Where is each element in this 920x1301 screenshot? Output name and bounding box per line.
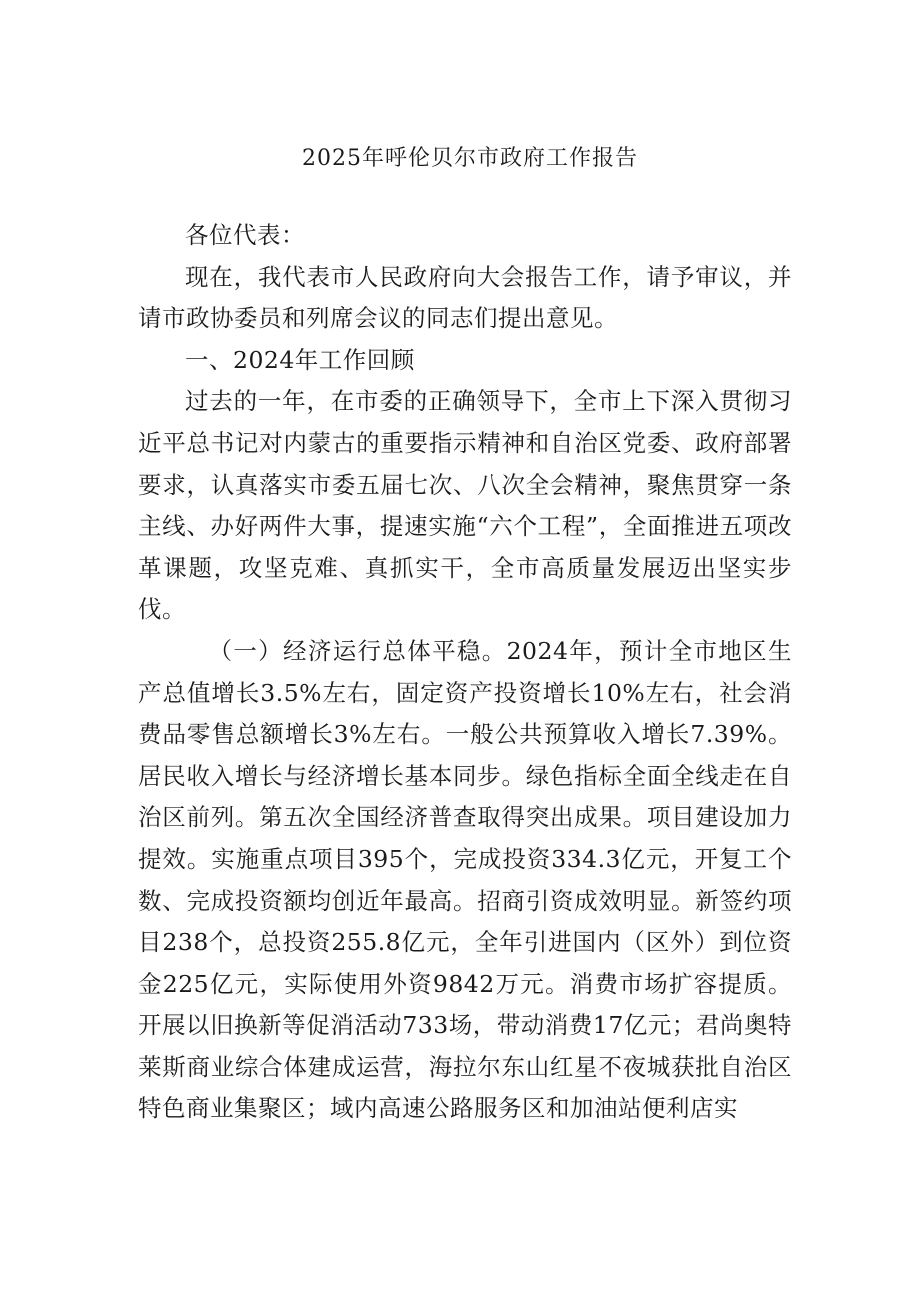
opening-paragraph: 现在，我代表市人民政府向大会报告工作，请予审议，并请市政协委员和列席会议的同志们提出意见。 bbox=[138, 262, 792, 333]
salutation: 各位代表： bbox=[185, 221, 305, 249]
review-paragraph: 过去的一年，在市委的正确领导下，全市上下深入贯彻习近平总书记对内蒙古的重要指示精神和自治区党委、政府部署要求，认真落实市委五届七次、八次全会精神，聚焦贯穿一条主线、办好两件大事，提速实施“六个工程”，全面推进五项改革课题，攻坚克难、真抓实干，全市高质量发展迈出坚实步伐。 bbox=[138, 387, 792, 624]
economy-paragraph: （一）经济运行总体平稳。2024年，预计全市地区生产总值增长3.5%左右，固定资产投资增长10%左右，社会消费品零售总额增长3%左右。一般公共预算收入增长7.39%。居民收入增长与经济增长基本同步。绿色指标全面全线走在自治区前列。第五次全国经济普查取得突出成果。项目建设加力提效。实施重点项目395个，完成投资334.3亿元，开复工个数、完成投资额均创近年最高。招商引资成效明显。新签约项目238个，总投资255.8亿元，全年引进国内（区外）到位资金225亿元，实际使用外资9842万元。消费市场扩容提质。开展以旧换新等促消活动733场，带动消费17亿元；君尚奥特莱斯商业综合体建成运营，海拉尔东山红星不夜城获批自治区特色商业集聚区；域内高速公路服务区和加油站便利店实 bbox=[138, 636, 792, 1123]
section-heading: 一、2024年工作回顾 bbox=[185, 345, 415, 374]
document-title: 2025年呼伦贝尔市政府工作报告 bbox=[302, 146, 638, 171]
